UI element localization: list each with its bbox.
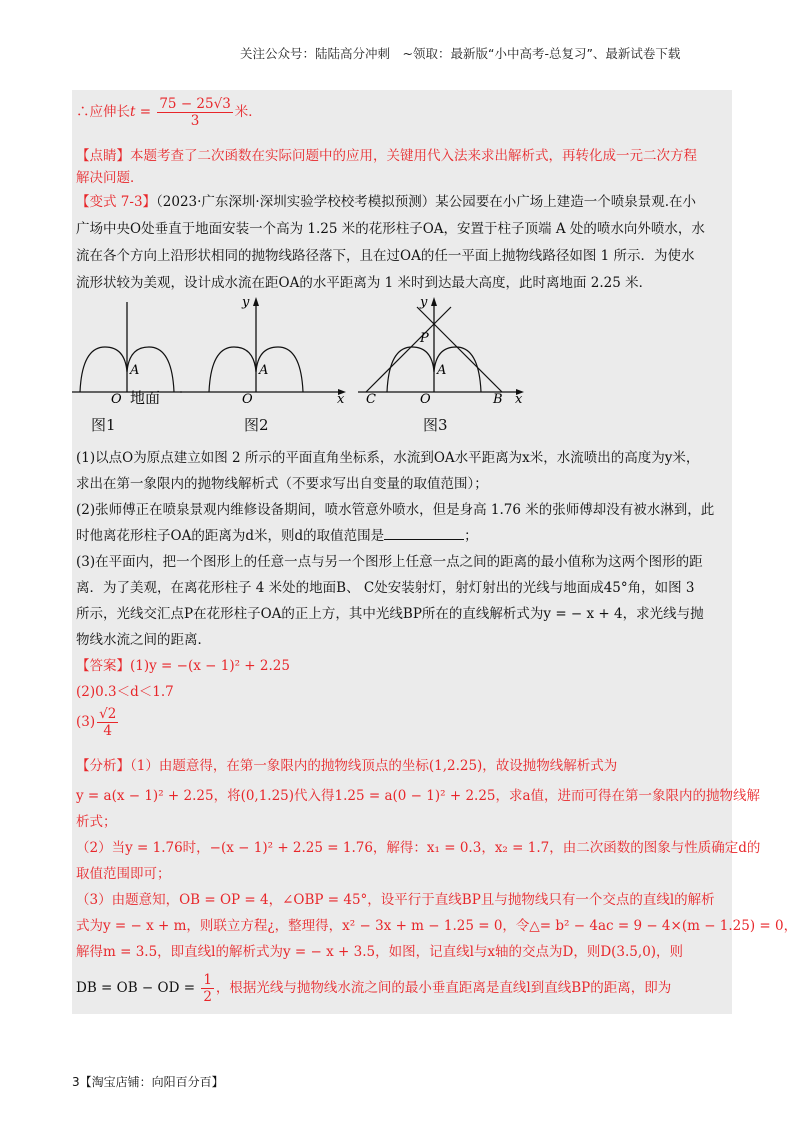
question-1-line-2: 求出在第一象限内的抛物线解析式（不要求写出自变量的取值范围）； bbox=[76, 476, 488, 492]
comment-line-1 bbox=[76, 146, 697, 166]
label-B: B bbox=[493, 392, 503, 404]
t-fraction bbox=[157, 96, 232, 129]
t-denominator: 3 bbox=[190, 113, 200, 129]
analysis-9-denominator: 2 bbox=[203, 989, 212, 1005]
analysis-line-4: （2）当y = 1.76时，−(x − 1)² + 2.25 = 1.76，解得：x₁ = 0.3，x₂ = 1.7，由二次函数的图象与性质确定d的 bbox=[76, 840, 761, 856]
analysis-line-7: 式为y = − x + m，则联立方程¿，整理得，x² − 3x + m − 1.25 = 0，令△= b² − 4ac = 9 − 4×(m − 1.25) = 0， bbox=[76, 918, 798, 934]
comment-tag: 【点睛】 bbox=[76, 148, 130, 164]
answer-3-prefix: (3) bbox=[76, 714, 96, 730]
variant-tag: 【变式 7-3】 bbox=[76, 194, 157, 210]
problem-text-3: 流在各个方向上沿形状相同的抛物线路径落下，且在过OA的任一平面上抛物线路径如图 1 所示．为使水 bbox=[76, 248, 695, 264]
answer-tag: 【答案】 bbox=[76, 658, 130, 674]
answer-2: (2)0.3＜d＜1.7 bbox=[76, 684, 174, 700]
question-1-line-1: (1)以点O为原点建立如图 2 所示的平面直角坐标系，水流到OA水平距离为x米，水流喷出的高度为y米， bbox=[76, 450, 700, 466]
label-O: O bbox=[242, 392, 253, 404]
question-3-line-1: (3)在平面内，把一个图形上的任意一点与另一个图形上任意一点之间的距离的最小值称为这两个图形的距 bbox=[76, 554, 703, 570]
comment-line-2: 解决问题． bbox=[76, 170, 144, 186]
answer-3-denominator: 4 bbox=[103, 723, 113, 739]
analysis-9-text: ，根据光线与抛物线水流之间的最小垂直距离是直线l到直线BP的距离，即为 bbox=[215, 980, 672, 996]
problem-text-2: 广场中央O处垂直于地面安装一个高为 1.25 米的花形柱子OA，安置于柱子顶端 A 处的喷水向外喷水，水 bbox=[76, 221, 705, 237]
label-P: P bbox=[420, 331, 429, 346]
label-A: A bbox=[259, 363, 269, 378]
variant-line bbox=[76, 192, 696, 212]
t-numerator: 75 − 25√3 bbox=[159, 96, 231, 112]
label-y: y bbox=[242, 295, 250, 310]
label-y: y bbox=[420, 295, 428, 310]
light-ray-BP bbox=[417, 307, 502, 392]
figure-3 bbox=[356, 292, 532, 404]
figure-2 bbox=[178, 292, 353, 404]
analysis-line-9 bbox=[76, 972, 671, 1005]
t-unit: 米． bbox=[234, 104, 262, 120]
question-2-line-1: (2)张师傅正在喷泉景观内维修设备期间，喷水管意外喷水，但是身高 1.76 米的张师傅却没有被水淋到，此 bbox=[76, 502, 715, 518]
label-x: x bbox=[515, 392, 523, 404]
analysis-line-3: 析式； bbox=[76, 814, 117, 830]
analysis-line-8: 解得m = 3.5，即直线l的解析式为y = − x + 3.5，如图，记直线l与x轴的交点为D，则D(3.5,0)，则 bbox=[76, 944, 684, 960]
caption-fig1: 图1 bbox=[91, 416, 116, 434]
y-arrow bbox=[431, 297, 437, 306]
label-O: O bbox=[420, 392, 431, 404]
analysis-9-fraction bbox=[201, 972, 214, 1005]
label-A: A bbox=[437, 363, 447, 378]
question-2-line-2 bbox=[76, 526, 478, 546]
question-2-end: ； bbox=[464, 528, 478, 544]
question-3-line-2: 离．为了美观，在离花形柱子 4 米处的地面B、 C处安装射灯，射灯射出的光线与地面成45°角，如图 3 bbox=[76, 580, 695, 596]
t-variable: t bbox=[130, 104, 136, 120]
label-C: C bbox=[366, 392, 376, 404]
answer-3-numerator: √2 bbox=[99, 706, 117, 722]
light-ray-CP bbox=[366, 307, 451, 392]
page-header: 关注公众号：陆陆高分冲刺 ~领取：最新版“小中高考-总复习”、最新试卷下载 bbox=[240, 46, 681, 61]
answer-1: (1)y = −(x − 1)² + 2.25 bbox=[130, 658, 290, 674]
label-O: O bbox=[111, 392, 122, 404]
y-arrow bbox=[253, 297, 259, 306]
analysis-line-2: y = a(x − 1)² + 2.25，将(0,1.25)代入得1.25 = a(0 − 1)² + 2.25，求a值，进而可得在第一象限内的抛物线解 bbox=[76, 788, 761, 804]
problem-text-1: （2023·广东深圳·深圳实验学校校考模拟预测）某公园要在小广场上建造一个喷泉景观.在小 bbox=[156, 194, 697, 210]
conclusion-line: ∴应伸长t = $\frac{75 - 25√3}{3}$ 米． bbox=[76, 96, 262, 129]
comment-text-1: 本题考查了二次函数在实际问题中的应用，关键用代入法来求出解析式，再转化成一元二次方程 bbox=[130, 148, 697, 164]
question-3-line-3: 所示，光线交汇点P在花形柱子OA的正上方，其中光线BP所在的直线解析式为y = − x + 4，求光线与抛 bbox=[76, 606, 704, 622]
label-ground: 地面 bbox=[130, 389, 161, 404]
analysis-tag: 【分析】 bbox=[76, 758, 130, 774]
analysis-line-6: （3）由题意知，OB = OP = 4，∠OBP = 45°，设平行于直线BP且与抛物线只有一个交点的直线l的解析 bbox=[76, 892, 715, 908]
therefore-text: ∴应伸长 bbox=[76, 104, 130, 120]
analysis-line-1 bbox=[76, 756, 617, 776]
answer-blank bbox=[384, 539, 464, 540]
page-footer: 3【淘宝店铺：向阳百分百】 bbox=[72, 1075, 224, 1089]
analysis-9-numerator: 1 bbox=[203, 972, 212, 988]
figure-1 bbox=[70, 292, 185, 404]
caption-fig3: 图3 bbox=[423, 416, 448, 434]
answer-line-1 bbox=[76, 656, 290, 676]
problem-text-4: 流形状较为美观，设计成水流在距OA的水平距离为 1 米时到达最大高度，此时离地面 2.25 米． bbox=[76, 275, 653, 291]
analysis-line-5: 取值范围即可； bbox=[76, 866, 171, 882]
analysis-9-prefix: DB = OB − OD = bbox=[76, 980, 196, 996]
label-A: A bbox=[130, 363, 140, 378]
label-x: x bbox=[337, 392, 345, 404]
question-3-line-4: 物线水流之间的距离． bbox=[76, 632, 211, 648]
answer-3-fraction bbox=[97, 706, 118, 739]
caption-fig2: 图2 bbox=[244, 416, 269, 434]
analysis-text-1: （1）由题意得，在第一象限内的抛物线顶点的坐标(1,2.25)，故设抛物线解析式为 bbox=[130, 758, 618, 774]
answer-line-3 bbox=[76, 706, 120, 739]
question-2-text: 时他离花形柱子OA的距离为d米，则d的取值范围是 bbox=[76, 528, 385, 544]
